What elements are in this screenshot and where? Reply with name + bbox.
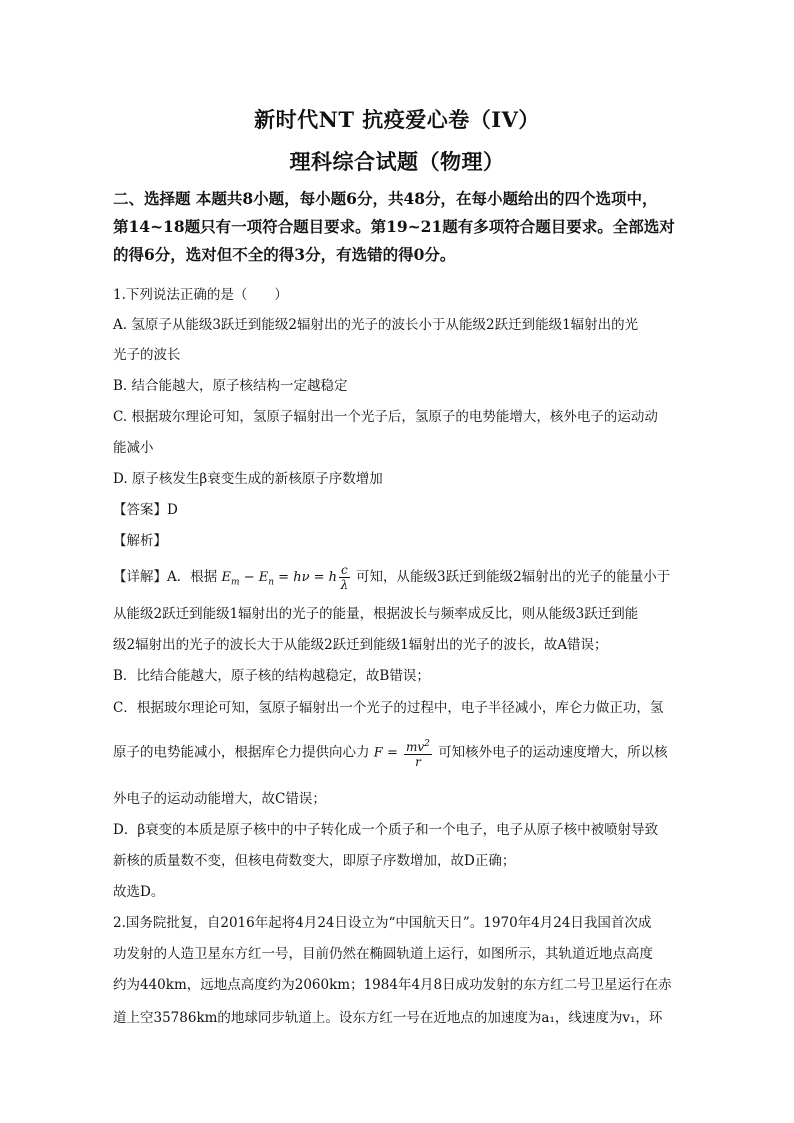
option-b: B. 结合能越大，原子核结构一定越稳定 — [113, 378, 348, 394]
detail-tail-line: D．β衰变的本质是原子核中的中子转化成一个质子和一个电子，电子从原子核中被喷射导致 — [113, 822, 659, 838]
q2-line: 约为440km，远地点高度约为2060km；1984年4月8日成功发射的东方红二号卫星运行在赤 — [113, 977, 672, 993]
detail-tail-line: 新核的质量数不变，但核电荷数变大，即原子序数增加，故D正确； — [113, 853, 516, 869]
detail-line: B．比结合能越大，原子核的结构越稳定，故B错误； — [113, 668, 430, 684]
instruction-line: 的得6分，选对但不全的得3分，有选错的得0分。 — [113, 245, 456, 264]
detail-line: 级2辐射出的光子的波长大于从能级2跃迁到能级1辐射出的光子的波长，故A错误； — [113, 637, 608, 653]
option-c: C. 根据玻尔理论可知，氢原子辐射出一个光子后，氢原子的电势能增大，核外电子的运动动 — [113, 409, 658, 425]
analysis-label: 【解析】 — [113, 533, 167, 549]
section-instructions — [113, 185, 685, 269]
detail-tail-line: 故选D。 — [113, 884, 165, 900]
detail-a-line — [113, 563, 670, 592]
q2-line: 功发射的人造卫星东方红一号，目前仍然在椭圆轨道上运行，如图所示，其轨道近地点高度 — [113, 946, 653, 962]
detail-a-pre: A．根据 — [167, 569, 218, 585]
energy-formula: $E_m - E_n = h\nu = h$ $\frac{c}{\lambda}$ — [221, 563, 349, 592]
detail-a-post: 可知，从能级3跃迁到能级2辐射出的光子的能量小于 — [356, 569, 671, 585]
option-a-cont: 光子的波长 — [113, 347, 181, 363]
answer-line — [113, 498, 178, 518]
option-c-cont: 能减小 — [113, 440, 154, 456]
instruction-line: 二、选择题 本题共8小题，每小题6分，共48分，在每小题给出的四个选项中， — [113, 189, 658, 208]
detail-c-line — [113, 737, 668, 769]
option-a: A. 氢原子从能级3跃迁到能级2辐射出的光子的波长小于从能级2跃迁到能级1辐射出的光 — [113, 317, 639, 333]
q2-line: 道上空35786km的地球同步轨道上。设东方红一号在近地点的加速度为a₁，线速度为v₁，环 — [113, 1010, 663, 1026]
detail-c-post: 可知核外电子的运动速度增大，所以核 — [438, 744, 668, 761]
detail-tail-line: 外电子的运动动能增大，故C错误； — [113, 791, 326, 807]
detail-line: C．根据玻尔理论可知，氢原子辐射出一个光子的过程中，电子半径减小，库仑力做正功，氢 — [113, 700, 664, 716]
detail-line: 从能级2跃迁到能级1辐射出的光子的能量，根据波长与频率成反比，则从能级3跃迁到能 — [113, 606, 639, 622]
detail-label: 【详解】 — [113, 569, 167, 585]
option-d: D. 原子核发生β衰变生成的新核原子序数增加 — [113, 471, 383, 487]
page-subtitle: 理科综合试题（物理） — [289, 149, 505, 174]
centripetal-formula: F = $\frac{mv^2}{r}$ — [373, 739, 430, 769]
question-stem: 1.下列说法正确的是（ ） — [113, 287, 288, 303]
q2-line: 2.国务院批复，自2016年起将4月24日设立为“中国航天日”。1970年4月24日我国首次成 — [113, 915, 652, 931]
answer-value: D — [167, 502, 178, 518]
page-title: 新时代NT 抗疫爱心卷（IV） — [254, 107, 540, 132]
answer-label: 【答案】 — [113, 502, 167, 518]
detail-c-pre: 原子的电势能减小，根据库仑力提供向心力 — [113, 744, 370, 761]
instruction-line: 第14~18题只有一项符合题目要求。第19~21题有多项符合题目要求。全部选对 — [113, 217, 675, 236]
